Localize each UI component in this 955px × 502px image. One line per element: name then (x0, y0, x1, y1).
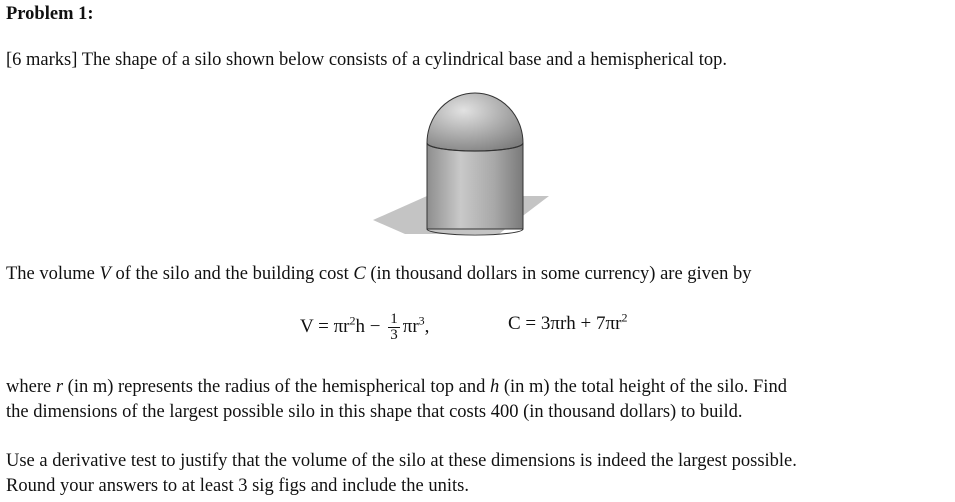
silo-cylinder (427, 143, 523, 229)
instruction-line-2: Round your answers to at least 3 sig figs and include the units. (6, 476, 469, 496)
silo-dome (427, 93, 523, 151)
instruction-line-1: Use a derivative test to justify that the volume of the silo at these dimensions is indeed the largest possible. (6, 451, 797, 471)
cost-equation: $C = 3\pi rh + 7\pi r^2$ (508, 310, 628, 334)
problem-intro: [6 marks] The shape of a silo shown below consists of a cylindrical base and a hemispherical top. (6, 50, 727, 70)
where-line-1: where r (in m) represents the radius of the hemispherical top and h (in m) the total height of the silo. Find (6, 377, 787, 397)
problem-title: Problem 1: (6, 4, 94, 24)
volume-cost-sentence: The volume V of the silo and the building cost C (in thousand dollars in some currency) are given by (6, 264, 752, 284)
volume-equation: $V = \pi r^2h$ − $\frac{1}{3}$ $\pi r^3$, (300, 311, 430, 343)
where-line-2: the dimensions of the largest possible silo in this shape that costs 400 (in thousand dollars) to build. (6, 402, 743, 422)
silo-figure (365, 88, 565, 243)
